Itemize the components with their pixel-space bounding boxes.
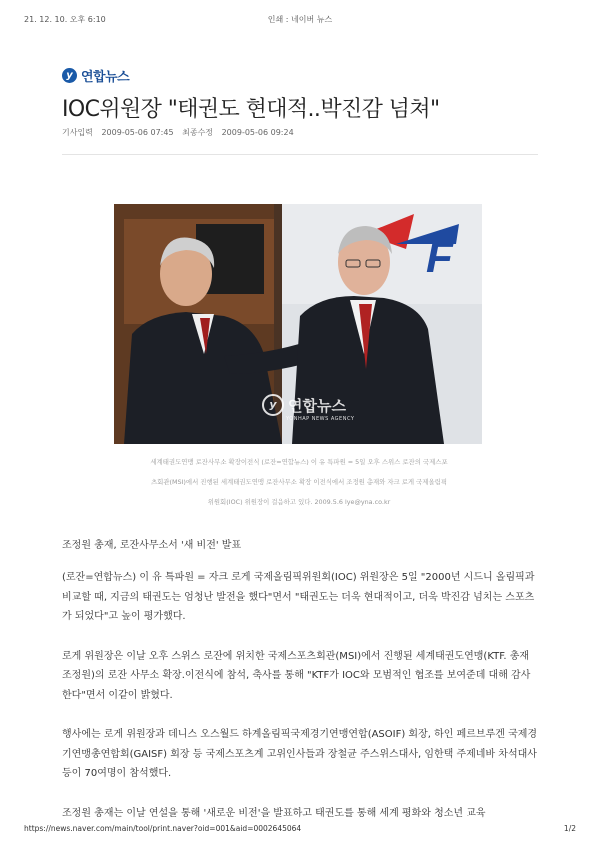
body-paragraph: 로게 위원장은 이날 오후 스위스 로잔에 위치한 국제스포츠회관(MSI)에서 진행된 세계태권도연맹(KTF. 총재 조정원)의 로잔 사무소 확장.이전식에 참석, 축사를 통해 "KTF가 IOC와 모범적인 협조를 보여준데 대해 감사한다"면서 이같이 밝혔다. — [62, 650, 531, 701]
photo-caption — [114, 452, 484, 512]
yonhap-logo-icon: y — [62, 68, 77, 83]
divider — [62, 154, 538, 155]
print-footer — [24, 824, 576, 836]
print-title: 인쇄 : 네이버 뉴스 — [267, 15, 333, 24]
watermark-brand: 연합뉴스 — [288, 396, 346, 415]
body-paragraph: (로잔=연합뉴스) 이 유 특파원 = 자크 로게 국제올림픽위원회(IOC) 위원장은 5일 "2000년 시드니 올림픽과 비교할 때, 지금의 태권도는 엄청난 발전을 했다"면서 "태권도는 더욱 현대적이고, 더욱 박진감 넘치는 스포츠가 되었다"고 높이 평가했다. — [62, 572, 535, 622]
page-number: 1/2 — [563, 824, 576, 833]
body-paragraph: 조정원 총재는 이날 연설을 통해 '새로운 비전'을 발표하고 태권도를 통해 세계 평화와 청소년 교육 — [62, 807, 486, 819]
caption-line: 위원회(IOC) 위원장이 걸음하고 있다. 2009.5.6 lye@yna.co.kr — [207, 498, 391, 506]
watermark-logo-icon: y — [262, 394, 284, 416]
body-paragraph: 행사에는 로게 위원장과 데니스 오스월드 하계올림픽국제경기연맹연합(ASOIF) 회장, 하인 페르브루겐 국제경기연맹총연합회(GAISF) 회장 등 국제스포츠계 고위인사들과 장철균 주스위스대사, 임한택 주제네바 차석대사 등이 70여명이 참석했다. — [62, 729, 538, 779]
modified-datetime: 2009-05-06 09:24 — [221, 128, 294, 137]
page-url: https://news.naver.com/main/tool/print.naver?oid=001&aid=0002645064 — [24, 824, 302, 833]
published-datetime: 2009-05-06 07:45 — [101, 128, 174, 137]
print-datetime: 21. 12. 10. 오후 6:10 — [24, 15, 106, 24]
photo-watermark — [262, 394, 354, 422]
published-label: 기사입력 — [62, 128, 93, 137]
poster-letter: F — [426, 233, 453, 282]
article-subtitle: 조정원 총재, 로잔사무소서 '새 비전' 발표 — [62, 540, 242, 551]
caption-line: 세계태권도연맹 로잔사무소 확장이전식 (로잔=연합뉴스) 이 유 특파원 = 5일 오후 스위스 로잔의 국제스포 — [150, 458, 448, 466]
article-photo — [114, 204, 482, 444]
modified-label: 최종수정 — [182, 128, 214, 137]
caption-line: 츠회관(MSI)에서 진행된 세계태권도연맹 로잔사무소 확장 이전식에서 조정원 총재와 자크 로게 국제올림픽 — [150, 478, 448, 486]
watermark-subtitle: YONHAP NEWS AGENCY — [286, 416, 355, 422]
yonhap-logo — [62, 66, 129, 85]
article-meta — [62, 127, 300, 138]
article-body — [62, 568, 538, 843]
logo-brand-text: 연합뉴스 — [81, 70, 130, 85]
print-header — [24, 14, 576, 28]
article-headline: IOC위원장 "태권도 현대적..박진감 넘쳐" — [62, 97, 440, 122]
